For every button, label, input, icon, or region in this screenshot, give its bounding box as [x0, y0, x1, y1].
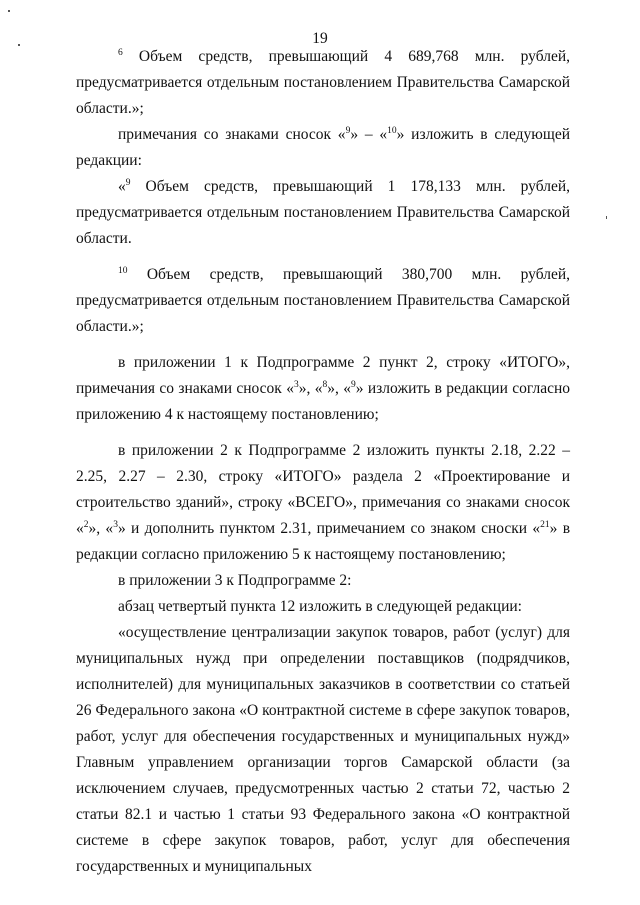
text-run: в приложении 1 к Подпрограмме 2 пункт 2, строку «ИТОГО», примечания со знаками сносок « — [76, 354, 570, 397]
text-run: » изложить в редакции согласно приложению 4 к настоящему постановлению; — [76, 380, 570, 423]
text-run: «осуществление централизации закупок товаров, работ (услуг) для муниципальных нужд при определении поставщиков (подрядчиков, исполнителей) для муниципальных заказчиков в соответствии со статьей 26 Федерального закона «О контрактной системе в сфере закупок товаров, работ, услуг для обеспечения государственных и муниципальных нужд» Главным управлением организации торгов Самарской области (за исключением случаев, предусмотренных частью 2 статьи 72, частью 2 статьи 82.1 и частью 1 статьи 93 Федерального закона «О контрактной системе в сфере закупок товаров, работ, услуг для обеспечения государственных и муниципальных — [76, 624, 570, 875]
footnote-mark: 3 — [113, 520, 118, 530]
footnote-mark: 6 — [118, 48, 123, 58]
footnote-mark: 9 — [350, 380, 356, 390]
paragraph-quote — [76, 620, 570, 880]
paragraph-footnote-9 — [76, 174, 570, 252]
text-run: » в редакции согласно приложению 5 к настоящему постановлению; — [76, 520, 571, 563]
text-run: Объем средств, превышающий 1 178,133 млн. рублей, предусматривается отдельным постановлением Правительства Самарской области. — [76, 178, 570, 247]
text-run: примечания со знаками сносок « — [118, 126, 346, 143]
paragraph-footnote-6 — [76, 44, 570, 122]
paragraph-appendix-2 — [76, 438, 570, 568]
text-run: » изложить в следующей редакции: — [76, 126, 570, 169]
paragraph-notes-9-10 — [76, 122, 570, 174]
text-run: « — [118, 178, 126, 195]
text-run: », « — [327, 380, 351, 397]
text-run: » и дополнить пунктом 2.31, примечанием со знаком сноски « — [117, 520, 541, 537]
page-number: 19 — [312, 30, 328, 47]
footnote-mark: 2 — [83, 520, 89, 530]
footnote-mark: 21 — [540, 520, 550, 530]
scan-speck — [8, 10, 10, 12]
footnote-mark: 8 — [322, 380, 328, 390]
paragraph-appendix-3 — [76, 568, 570, 594]
text-run: », « — [298, 380, 323, 397]
text-run: » – « — [350, 126, 388, 143]
paragraph-footnote-10 — [76, 262, 570, 340]
text-run: абзац четвертый пункта 12 изложить в следующей редакции: — [118, 598, 522, 615]
text-run: в приложении 2 к Подпрограмме 2 изложить пункты 2.18, 2.22 – 2.25, 2.27 – 2.30, строку «ИТОГО» раздела 2 «Проектирование и строительство зданий», строку «ВСЕГО», примечания со знаками сносок « — [76, 442, 570, 537]
footnote-mark: 3 — [293, 380, 299, 390]
paragraph-appendix-1 — [76, 350, 570, 428]
footnote-mark: 9 — [125, 178, 131, 188]
paragraph-abzac — [76, 594, 570, 620]
document-body — [76, 44, 570, 880]
scan-speck — [606, 216, 607, 219]
text-run: Объем средств, превышающий 380,700 млн. рублей, предусматривается отдельным постановлением Правительства Самарской области.»; — [76, 266, 570, 335]
footnote-mark: 10 — [387, 126, 397, 136]
footnote-mark: 9 — [345, 126, 351, 136]
text-run: в приложении 3 к Подпрограмме 2: — [118, 572, 352, 589]
footnote-mark: 10 — [118, 266, 128, 276]
text-run: », « — [88, 520, 114, 537]
text-run: Объем средств, превышающий 4 689,768 млн. рублей, предусматривается отдельным постановлением Правительства Самарской области.»; — [76, 48, 570, 117]
